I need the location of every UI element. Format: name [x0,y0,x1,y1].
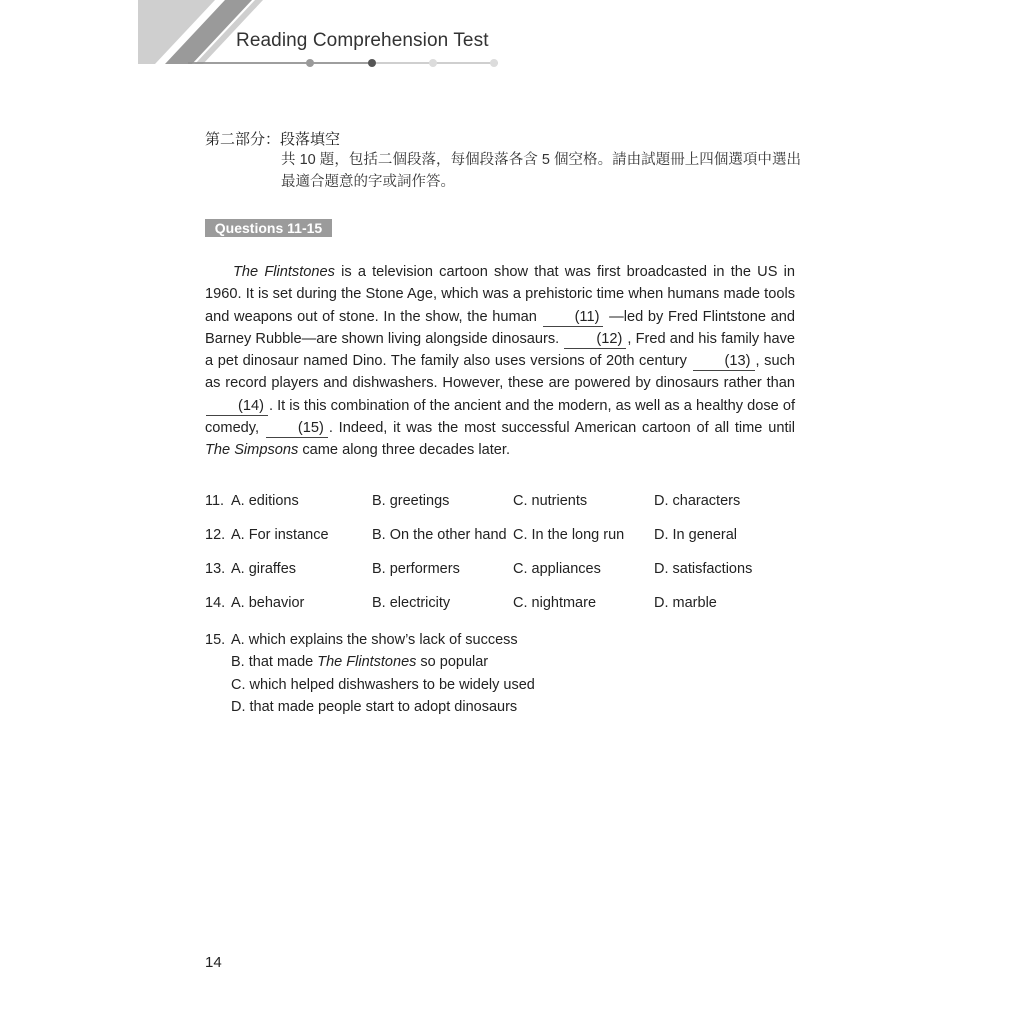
header-decoration [0,0,1024,80]
passage-segment: . It is this combination of the ancient and the modern, as well as a healthy dose of comedy, [205,397,795,437]
question-number: 12. [205,527,226,543]
answer-options [205,493,805,718]
option-a: A. editions [231,493,299,509]
option-b-title: The Flintstones [317,654,417,671]
option-d: D. marble [654,595,717,611]
question-row-14 [205,595,805,629]
option-d: D. characters [654,493,741,509]
option-c: C. appliances [513,561,601,577]
question-number: 11. [205,493,225,509]
question-number: 14. [205,595,226,611]
option-c: C. In the long run [513,527,625,543]
option-c: C. nutrients [513,493,588,509]
option-c: C. which helped dishwashers to be widely used [231,676,535,693]
question-row-12 [205,527,805,561]
passage-segment: . Indeed, it was the most successful American cartoon of all time until [328,420,795,437]
question-row-15 [205,629,805,718]
option-b-text: B. that made [231,654,318,671]
blank-15: (15) [266,420,328,438]
option-b: B. On the other hand [372,527,507,543]
question-number: 13. [205,561,226,577]
page-header-title: Reading Comprehension Test [236,30,489,51]
option-c: C. nightmare [513,595,597,611]
passage-segment: , such as record players and dishwashers. However, these are powered by dinosaurs rather than [205,353,796,392]
passage-simpsons: The Simpsons [205,442,299,459]
passage-title: The Flintstones [233,264,335,280]
option-b: B. greetings [372,493,450,509]
option-b: B. performers [372,561,460,577]
passage-segment: came along three decades later. [298,442,511,459]
section-heading: 第二部分：段落填空 [205,131,341,148]
option-d: D. In general [654,527,738,543]
option-b: B. electricity [372,595,451,611]
blank-12: (12) [564,331,626,349]
blank-13: (13) [693,353,755,371]
passage-segment: —led by Fred Flintstone and Barney Rubble—are shown living alongside dinosaurs. [205,308,795,347]
blank-14: (14) [206,398,268,416]
page-number: 14 [205,954,222,971]
passage-segment: is a television cartoon show that was first broadcasted in the US in 1960. It is set during the Stone Age, which was a prehistoric time when humans made tools and weapons out of stone. In the show, the human [205,264,795,325]
blank-11: (11) [543,309,604,327]
question-row-13 [205,561,805,595]
option-a: A. giraffes [231,561,297,577]
passage-text [205,261,795,462]
option-a: A. For instance [231,527,329,543]
section-description: 共 10 題，包括二個段落，每個段落各含 5 個空格。請由試題冊上四個選項中選出最適合題意的字或詞作答。 [281,152,801,190]
question-row-11 [205,493,805,527]
option-d: D. that made people start to adopt dinosaurs [231,698,518,715]
option-a: A. behavior [231,595,305,611]
option-b [231,651,805,673]
question-number: 15. [205,632,226,648]
passage-segment: , Fred and his family have a pet dinosaur named Dino. The family also uses versions of 20th century [205,330,795,370]
option-a: A. which explains the show’s lack of success [231,632,518,648]
option-b-text: so popular [416,654,489,671]
option-d: D. satisfactions [654,561,753,577]
questions-badge: Questions 11-15 [205,219,332,237]
